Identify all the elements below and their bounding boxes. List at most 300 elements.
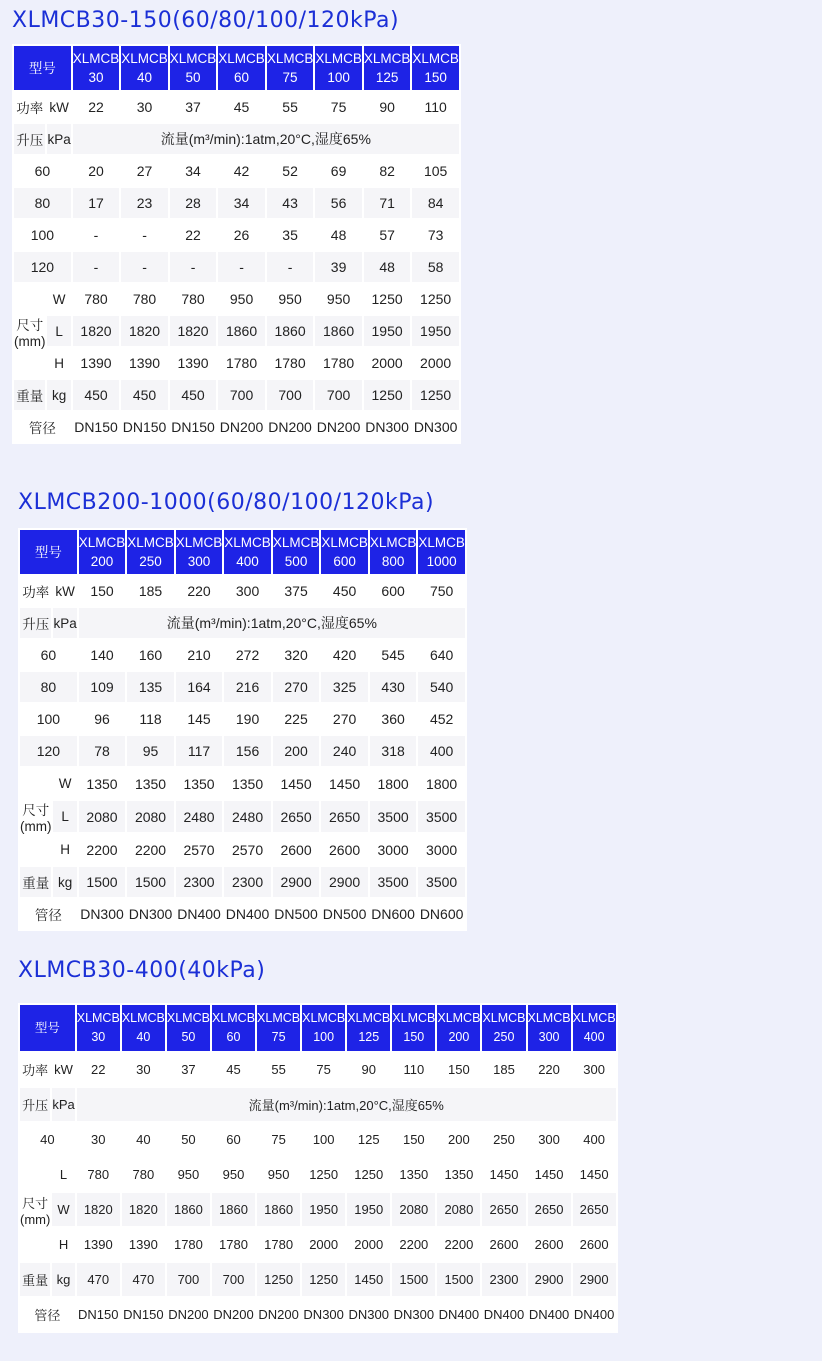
model-series: XLMCB [218, 51, 265, 66]
power-row [20, 576, 465, 606]
size-value: 1450 [321, 768, 368, 799]
weight-value: 3500 [370, 867, 417, 897]
model-series: XLMCB [175, 535, 223, 550]
flow-value: 69 [315, 156, 362, 186]
size-value: 2000 [364, 348, 411, 378]
model-number: 60 [234, 70, 250, 85]
model-series: XLMCB [315, 51, 362, 66]
header-row [20, 1005, 616, 1051]
pipe-value: DN400 [528, 1298, 571, 1331]
flow-value: 135 [127, 672, 174, 702]
size-value: 2480 [224, 801, 271, 832]
model-series: XLMCB [169, 51, 217, 66]
weight-value: 1450 [347, 1263, 390, 1296]
weight-value: 3500 [418, 867, 465, 897]
flow-kpa: 60 [14, 156, 71, 186]
size-value: 780 [121, 284, 168, 314]
size-value: 2650 [573, 1193, 616, 1226]
size-value: 1860 [167, 1193, 210, 1226]
model-series: XLMCB [369, 535, 417, 550]
size-value: 1780 [267, 348, 314, 378]
flow-value: 270 [273, 672, 320, 702]
power-label: 功率 [20, 576, 51, 606]
weight-label: 重量 [20, 1263, 50, 1296]
weight-value: 700 [212, 1263, 255, 1296]
power-value: 45 [212, 1053, 255, 1086]
size-value: 1390 [77, 1228, 120, 1261]
power-value: 185 [482, 1053, 525, 1086]
size-value: 1860 [267, 316, 314, 346]
weight-value: 1250 [364, 380, 411, 410]
flow-value: 84 [412, 188, 459, 218]
size-label: 尺寸(mm) [14, 284, 45, 378]
pressure-unit: kPa [53, 608, 76, 638]
weight-unit: kg [47, 380, 70, 410]
size-value: 2200 [437, 1228, 480, 1261]
weight-value: 470 [77, 1263, 120, 1296]
size-value: 1820 [170, 316, 217, 346]
power-label: 功率 [14, 92, 45, 122]
pressure-label: 升压 [20, 1088, 50, 1121]
size-value: 1450 [273, 768, 320, 799]
weight-label: 重量 [14, 380, 45, 410]
flow-value: 156 [224, 736, 271, 766]
flow-value: 240 [321, 736, 368, 766]
model-number: 300 [538, 1030, 560, 1044]
model-number: 30 [88, 70, 104, 85]
weight-value: 700 [267, 380, 314, 410]
flow-kpa: 80 [20, 672, 77, 702]
model-header [347, 1005, 390, 1051]
power-value: 90 [364, 92, 411, 122]
size-value: 2000 [412, 348, 459, 378]
pressure-label: 升压 [14, 124, 45, 154]
size-dimension: H [52, 1228, 74, 1261]
spec-table [18, 1003, 618, 1333]
flow-value: 160 [127, 640, 174, 670]
power-unit: kW [52, 1053, 74, 1086]
table-title: XLMCB30-150(60/80/100/120kPa) [12, 8, 400, 33]
model-number: 150 [424, 70, 447, 85]
model-number: 60 [226, 1030, 241, 1044]
size-value: 1390 [122, 1228, 165, 1261]
flow-value: 73 [412, 220, 459, 250]
model-header [73, 46, 120, 90]
power-value: 55 [267, 92, 314, 122]
size-value: 780 [77, 1158, 120, 1191]
flow-value: 105 [412, 156, 459, 186]
pressure-unit: kPa [47, 124, 70, 154]
model-series: XLMCB [527, 1011, 571, 1025]
weight-value: 450 [73, 380, 120, 410]
size-value: 950 [218, 284, 265, 314]
model-label: 型号 [14, 46, 71, 90]
size-value: 2200 [392, 1228, 435, 1261]
model-number: 250 [139, 554, 162, 569]
model-series: XLMCB [572, 1011, 616, 1025]
size-value: 1390 [73, 348, 120, 378]
model-series: XLMCB [211, 1011, 256, 1025]
flow-value: 34 [170, 156, 217, 186]
pressure-row [20, 608, 465, 638]
model-header [218, 46, 265, 90]
size-value: 2650 [273, 801, 320, 832]
power-value: 220 [528, 1053, 571, 1086]
size-row [14, 284, 459, 314]
pipe-value: DN500 [273, 899, 320, 929]
pipe-value: DN200 [218, 412, 265, 442]
flow-value: 34 [218, 188, 265, 218]
spec-table [18, 528, 467, 931]
size-row [20, 1228, 616, 1261]
model-header [528, 1005, 571, 1051]
pipe-row [14, 412, 459, 442]
power-value: 300 [573, 1053, 616, 1086]
model-number: 200 [90, 554, 114, 569]
model-header [127, 530, 174, 574]
power-value: 75 [302, 1053, 345, 1086]
size-value: 2000 [302, 1228, 345, 1261]
flow-note: 流量(m³/min):1atm,20°C,湿度65% [79, 608, 465, 638]
table-title: XLMCB30-400(40kPa) [18, 958, 266, 983]
model-label: 型号 [20, 530, 77, 574]
power-value: 30 [122, 1053, 165, 1086]
size-value: 1800 [370, 768, 417, 799]
weight-value: 2900 [273, 867, 320, 897]
size-row [14, 316, 459, 346]
model-series: XLMCB [412, 51, 459, 66]
pipe-value: DN300 [412, 412, 459, 442]
flow-value: 96 [79, 704, 126, 734]
flow-value: - [121, 220, 168, 250]
pipe-value: DN600 [418, 899, 465, 929]
flow-row [14, 220, 459, 250]
flow-value: 210 [176, 640, 223, 670]
model-header [315, 46, 362, 90]
model-series: XLMCB [437, 1011, 481, 1025]
flow-row [20, 1123, 616, 1156]
flow-value: 125 [347, 1123, 390, 1156]
size-value: 1780 [218, 348, 265, 378]
pipe-value: DN300 [347, 1298, 390, 1331]
model-number: 75 [271, 1030, 286, 1044]
size-value: 1780 [167, 1228, 210, 1261]
flow-row [20, 704, 465, 734]
size-value: 3000 [370, 834, 417, 865]
weight-value: 2900 [528, 1263, 571, 1296]
flow-value: 200 [437, 1123, 480, 1156]
size-row [20, 768, 465, 799]
flow-value: 420 [321, 640, 368, 670]
size-row [20, 801, 465, 832]
size-row [20, 1158, 616, 1191]
power-value: 375 [273, 576, 320, 606]
flow-value: 52 [267, 156, 314, 186]
model-series: XLMCB [266, 51, 314, 66]
model-header [224, 530, 271, 574]
model-number: 40 [136, 1030, 151, 1044]
pipe-label: 管径 [20, 899, 77, 929]
model-series: XLMCB [76, 1011, 120, 1025]
model-series: XLMCB [347, 1011, 391, 1025]
pipe-value: DN150 [77, 1298, 120, 1331]
size-value: 1950 [364, 316, 411, 346]
pipe-value: DN300 [364, 412, 411, 442]
pipe-row [20, 899, 465, 929]
model-header [273, 530, 320, 574]
flow-row [20, 736, 465, 766]
model-header [79, 530, 126, 574]
power-value: 185 [127, 576, 174, 606]
size-value: 1250 [364, 284, 411, 314]
model-number: 400 [583, 1030, 605, 1044]
flow-value: 22 [170, 220, 217, 250]
pressure-unit: kPa [52, 1088, 74, 1121]
flow-value: 400 [418, 736, 465, 766]
size-value: 1820 [121, 316, 168, 346]
flow-kpa: 80 [14, 188, 71, 218]
model-number: 600 [333, 554, 356, 569]
size-value: 2570 [224, 834, 271, 865]
flow-kpa: 40 [20, 1123, 75, 1156]
flow-note: 流量(m³/min):1atm,20°C,湿度65% [77, 1088, 616, 1121]
model-header [321, 530, 368, 574]
model-number: 30 [91, 1030, 106, 1044]
weight-value: 700 [218, 380, 265, 410]
size-row [14, 348, 459, 378]
flow-value: 39 [315, 252, 362, 282]
size-value: 950 [167, 1158, 210, 1191]
flow-value: 545 [370, 640, 417, 670]
weight-value: 470 [122, 1263, 165, 1296]
model-number: 50 [185, 70, 201, 85]
power-value: 750 [418, 576, 465, 606]
size-dimension: L [53, 801, 76, 832]
flow-kpa: 60 [20, 640, 77, 670]
flow-value: 30 [77, 1123, 120, 1156]
flow-value: 540 [418, 672, 465, 702]
table-title: XLMCB200-1000(60/80/100/120kPa) [18, 490, 435, 515]
size-value: 1860 [257, 1193, 300, 1226]
weight-value: 700 [315, 380, 362, 410]
flow-value: 318 [370, 736, 417, 766]
size-value: 950 [315, 284, 362, 314]
model-number: 300 [187, 554, 211, 569]
size-value: 950 [212, 1158, 255, 1191]
model-header [302, 1005, 345, 1051]
flow-value: 140 [79, 640, 126, 670]
flow-value: 117 [176, 736, 223, 766]
pipe-value: DN400 [573, 1298, 616, 1331]
pipe-value: DN200 [257, 1298, 300, 1331]
size-value: 2200 [127, 834, 174, 865]
model-number: 100 [313, 1030, 335, 1044]
size-value: 1390 [170, 348, 217, 378]
model-header [121, 46, 168, 90]
model-header [170, 46, 217, 90]
weight-value: 700 [167, 1263, 210, 1296]
model-series: XLMCB [121, 1011, 165, 1025]
size-value: 3500 [418, 801, 465, 832]
model-number: 50 [181, 1030, 196, 1044]
power-value: 55 [257, 1053, 300, 1086]
model-header [573, 1005, 616, 1051]
flow-value: 95 [127, 736, 174, 766]
size-value: 2600 [573, 1228, 616, 1261]
size-value: 2000 [347, 1228, 390, 1261]
model-number: 1000 [426, 554, 457, 569]
flow-kpa: 120 [14, 252, 71, 282]
size-value: 780 [73, 284, 120, 314]
weight-row [20, 1263, 616, 1296]
weight-value: 2900 [573, 1263, 616, 1296]
model-label: 型号 [20, 1005, 75, 1051]
flow-value: 640 [418, 640, 465, 670]
pipe-value: DN150 [122, 1298, 165, 1331]
pipe-value: DN200 [167, 1298, 210, 1331]
flow-value: 78 [79, 736, 126, 766]
flow-value: - [73, 220, 120, 250]
pipe-label: 管径 [20, 1298, 75, 1331]
size-value: 1780 [257, 1228, 300, 1261]
power-value: 450 [321, 576, 368, 606]
flow-value: 23 [121, 188, 168, 218]
size-value: 1450 [482, 1158, 525, 1191]
model-header [122, 1005, 165, 1051]
size-value: 1860 [212, 1193, 255, 1226]
size-value: 1390 [121, 348, 168, 378]
flow-value: 270 [321, 704, 368, 734]
flow-value: 164 [176, 672, 223, 702]
pressure-row [14, 124, 459, 154]
model-header [267, 46, 314, 90]
weight-unit: kg [52, 1263, 74, 1296]
flow-value: 320 [273, 640, 320, 670]
pipe-value: DN400 [437, 1298, 480, 1331]
size-value: 2650 [321, 801, 368, 832]
size-value: 1820 [122, 1193, 165, 1226]
model-header [437, 1005, 480, 1051]
pressure-label: 升压 [20, 608, 51, 638]
flow-value: 225 [273, 704, 320, 734]
flow-value: 360 [370, 704, 417, 734]
size-value: 1950 [302, 1193, 345, 1226]
weight-value: 1500 [127, 867, 174, 897]
size-value: 1250 [302, 1158, 345, 1191]
weight-value: 450 [170, 380, 217, 410]
size-value: 2080 [127, 801, 174, 832]
size-value: 2650 [528, 1193, 571, 1226]
power-label: 功率 [20, 1053, 50, 1086]
flow-value: 250 [482, 1123, 525, 1156]
size-value: 780 [170, 284, 217, 314]
flow-value: 200 [273, 736, 320, 766]
flow-value: 17 [73, 188, 120, 218]
size-dimension: W [53, 768, 76, 799]
flow-value: 42 [218, 156, 265, 186]
weight-value: 1500 [392, 1263, 435, 1296]
model-series: XLMCB [224, 535, 271, 550]
weight-unit: kg [53, 867, 76, 897]
model-series: XLMCB [482, 1011, 526, 1025]
size-value: 950 [257, 1158, 300, 1191]
size-value: 1860 [315, 316, 362, 346]
pipe-value: DN400 [176, 899, 223, 929]
size-value: 1450 [573, 1158, 616, 1191]
model-header [77, 1005, 120, 1051]
pipe-value: DN200 [315, 412, 362, 442]
flow-value: 20 [73, 156, 120, 186]
power-value: 150 [437, 1053, 480, 1086]
flow-value: - [267, 252, 314, 282]
size-value: 1350 [437, 1158, 480, 1191]
flow-value: 300 [528, 1123, 571, 1156]
size-value: 1350 [127, 768, 174, 799]
flow-value: 35 [267, 220, 314, 250]
size-row [20, 834, 465, 865]
flow-value: 452 [418, 704, 465, 734]
model-series: XLMCB [418, 535, 465, 550]
weight-value: 2300 [482, 1263, 525, 1296]
size-value: 2080 [437, 1193, 480, 1226]
flow-value: 430 [370, 672, 417, 702]
size-value: 2600 [482, 1228, 525, 1261]
weight-value: 2300 [176, 867, 223, 897]
flow-kpa: 120 [20, 736, 77, 766]
flow-value: 75 [257, 1123, 300, 1156]
power-value: 220 [176, 576, 223, 606]
flow-value: 28 [170, 188, 217, 218]
power-value: 37 [170, 92, 217, 122]
size-value: 1820 [73, 316, 120, 346]
size-label: 尺寸(mm) [20, 768, 51, 865]
size-dimension: L [52, 1158, 74, 1191]
size-dimension: L [47, 316, 70, 346]
pipe-label: 管径 [14, 412, 71, 442]
model-number: 250 [493, 1030, 515, 1044]
model-series: XLMCB [363, 51, 411, 66]
power-value: 150 [79, 576, 126, 606]
model-number: 800 [381, 554, 405, 569]
flow-value: 60 [212, 1123, 255, 1156]
power-value: 37 [167, 1053, 210, 1086]
flow-row [14, 188, 459, 218]
flow-value: 26 [218, 220, 265, 250]
weight-value: 1250 [257, 1263, 300, 1296]
size-value: 3000 [418, 834, 465, 865]
size-value: 1780 [212, 1228, 255, 1261]
pipe-value: DN150 [170, 412, 217, 442]
power-value: 75 [315, 92, 362, 122]
size-label: 尺寸 (mm) [20, 1158, 50, 1261]
size-value: 1950 [412, 316, 459, 346]
size-value: 1350 [79, 768, 126, 799]
flow-value: 56 [315, 188, 362, 218]
pipe-value: DN300 [79, 899, 126, 929]
header-row [20, 530, 465, 574]
power-value: 45 [218, 92, 265, 122]
flow-value: 82 [364, 156, 411, 186]
size-value: 1450 [528, 1158, 571, 1191]
pipe-value: DN200 [212, 1298, 255, 1331]
size-value: 2650 [482, 1193, 525, 1226]
model-number: 100 [327, 70, 350, 85]
flow-value: 57 [364, 220, 411, 250]
power-unit: kW [53, 576, 76, 606]
power-unit: kW [47, 92, 70, 122]
model-number: 500 [284, 554, 308, 569]
size-value: 2200 [79, 834, 126, 865]
